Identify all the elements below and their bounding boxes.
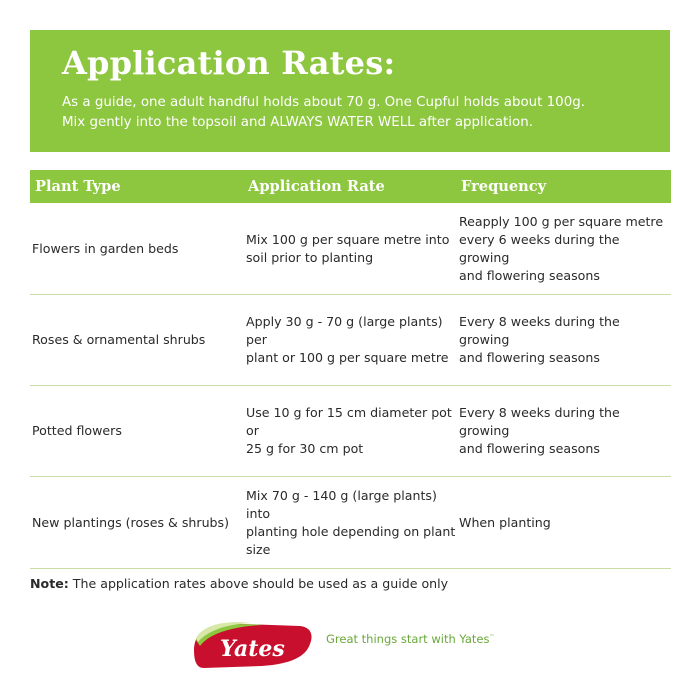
- frequency-cell: Reapply 100 g per square metre every 6 weeks during the growing and flowering seasons: [459, 213, 664, 283]
- application-rate-cell: Use 10 g for 15 cm diameter pot or 25 g for 30 cm pot: [246, 405, 452, 456]
- application-rate-cell: Mix 100 g per square metre into soil prior to planting: [246, 231, 450, 265]
- note-text: [30, 575, 448, 593]
- header-frequency: Frequency: [461, 178, 547, 195]
- table-row: [30, 477, 671, 569]
- application-rate-cell: Apply 30 g - 70 g (large plants) per plant or 100 g per square metre: [246, 314, 449, 365]
- header-plant-type: Plant Type: [35, 178, 121, 195]
- note-label: Note:: [30, 576, 69, 591]
- svg-text:Yates: Yates: [220, 636, 285, 662]
- banner-water-text: Mix gently into the topsoil and ALWAYS WATER WELL after application.: [62, 115, 533, 130]
- frequency-cell: When planting: [459, 514, 551, 530]
- table-row: [30, 203, 671, 295]
- application-rates-table: [30, 170, 671, 569]
- application-rate-cell: Mix 70 g - 140 g (large plants) into planting hole depending on plant size: [246, 487, 456, 557]
- application-rates-banner: [30, 30, 670, 152]
- table-header: [30, 170, 671, 203]
- frequency-cell: Every 8 weeks during the growing and flowering seasons: [459, 405, 620, 456]
- frequency-cell: Every 8 weeks during the growing and flowering seasons: [459, 314, 620, 365]
- table-row: [30, 386, 671, 477]
- note-body: The application rates above should be used as a guide only: [68, 576, 449, 591]
- plant-type-cell: Roses & ornamental shrubs: [32, 332, 206, 347]
- table-row: [30, 295, 671, 386]
- banner-title: Application Rates:: [62, 44, 396, 82]
- banner-guide-text: As a guide, one adult handful holds about 70 g. One Cupful holds about 100g.: [62, 95, 585, 110]
- plant-type-cell: Potted flowers: [32, 423, 122, 438]
- brand-tagline: Great things start with Yates™: [326, 632, 495, 646]
- plant-type-cell: New plantings (roses & shrubs): [32, 514, 230, 530]
- yates-logo-icon: [192, 620, 322, 670]
- header-application-rate: Application Rate: [248, 178, 385, 195]
- plant-type-cell: Flowers in garden beds: [32, 240, 179, 256]
